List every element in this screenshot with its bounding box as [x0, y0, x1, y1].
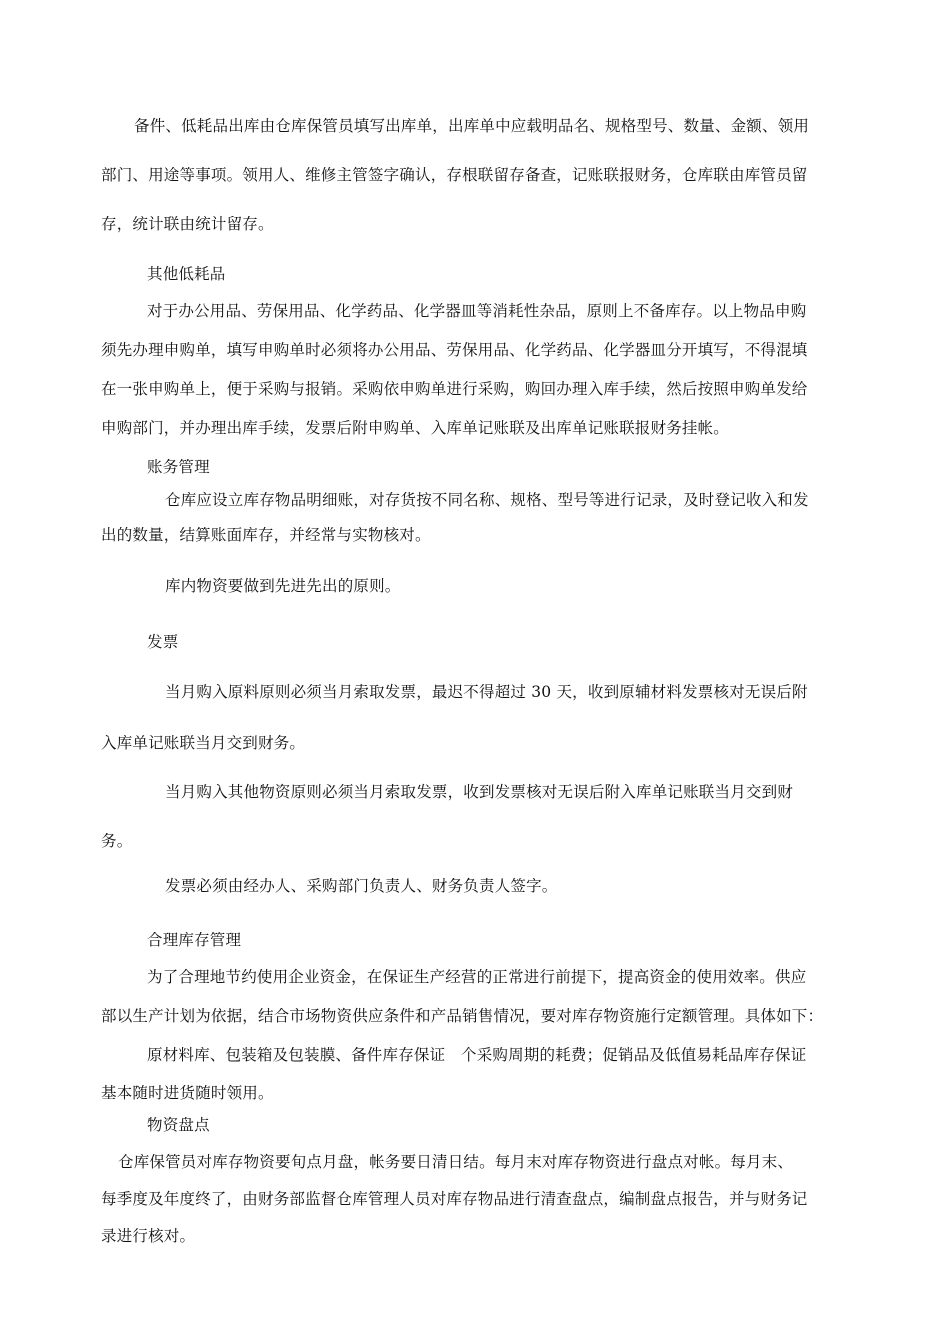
text-line: 为了合理地节约使用企业资金，在保证生产经营的正常进行前提下，提高资金的使用效率。供应 — [147, 968, 807, 986]
text-line: 申购部门，并办理出库手续，发票后附申购单、入库单记账联及出库单记账联报财务挂帐。 — [101, 419, 730, 437]
section-heading: 账务管理 — [147, 458, 210, 476]
text-line: 每季度及年度终了，由财务部监督仓库管理人员对库存物品进行清查盘点，编制盘点报告，并与财务记 — [101, 1190, 808, 1208]
text-line: 仓库保管员对库存物资要旬点月盘，帐务要日清日结。每月末对库存物资进行盘点对帐。每月末、 — [118, 1153, 794, 1171]
text-line: 备件、低耗品出库由仓库保管员填写出库单，出库单中应载明品名、规格型号、数量、金额、领用 — [134, 117, 810, 135]
text-line: 库内物资要做到先进先出的原则。 — [165, 577, 401, 595]
text-line: 在一张申购单上，便于采购与报销。采购依申购单进行采购，购回办理入库手续，然后按照申购单发给 — [101, 380, 808, 398]
text-line: 须先办理申购单，填写申购单时必须将办公用品、劳保用品、化学药品、化学器皿分开填写，不得混填 — [101, 341, 808, 359]
text-line: 仓库应设立库存物品明细账，对存货按不同名称、规格、型号等进行记录，及时登记收入和发 — [165, 491, 809, 509]
text-line: 部门、用途等事项。领用人、维修主管签字确认，存根联留存备查，记账联报财务，仓库联由库管员留 — [101, 166, 808, 184]
text-line: 当月购入其他物资原则必须当月索取发票，收到发票核对无误后附入库单记账联当月交到财 — [165, 783, 794, 801]
text-line: 基本随时进货随时领用。 — [101, 1084, 274, 1102]
text-line: 部以生产计划为依据，结合市场物资供应条件和产品销售情况，要对库存物资施行定额管理。具体如下： — [101, 1007, 824, 1025]
text-line: 对于办公用品、劳保用品、化学药品、化学器皿等消耗性杂品，原则上不备库存。以上物品申购 — [147, 302, 807, 320]
section-heading: 发票 — [147, 633, 179, 651]
section-heading: 合理库存管理 — [147, 931, 242, 949]
text-line: 存，统计联由统计留存。 — [101, 215, 274, 233]
section-heading: 其他低耗品 — [147, 265, 226, 283]
text-line: 发票必须由经办人、采购部门负责人、财务负责人签字。 — [165, 877, 558, 895]
text-line: 当月购入原料原则必须当月索取发票，最迟不得超过 30 天，收到原辅材料发票核对无误后附 — [165, 683, 808, 701]
text-line: 原材料库、包装箱及包装膜、备件库存保证 个采购周期的耗费；促销品及低值易耗品库存保证 — [147, 1046, 807, 1064]
text-line: 务。 — [101, 832, 133, 850]
text-line: 录进行核对。 — [101, 1227, 196, 1245]
text-line: 入库单记账联当月交到财务。 — [101, 734, 306, 752]
text-line: 出的数量，结算账面库存，并经常与实物核对。 — [101, 526, 431, 544]
section-heading: 物资盘点 — [147, 1116, 210, 1134]
